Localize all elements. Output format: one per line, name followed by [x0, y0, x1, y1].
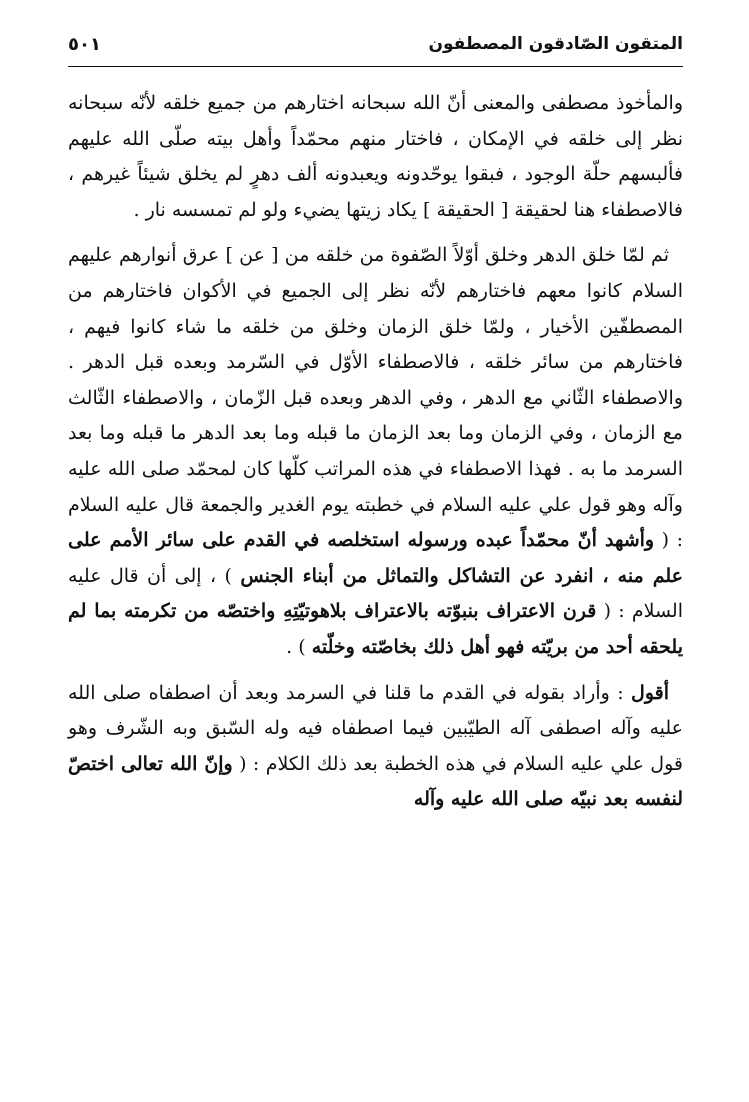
page-number: ٥٠١ — [68, 33, 101, 55]
header-rule — [68, 66, 683, 67]
running-title: المتقون الصّادقون المصطفون — [428, 34, 683, 54]
paragraph-3 — [68, 676, 683, 818]
text-segment: : وأراد بقوله في القدم ما قلنا في السرمد وبعد أن اصطفاه صلى الله عليه وآله اصطفى آله الطيّبين فيما اصطفاه فيه وله السّبق وبه الشّرف وهو قول علي عليه السلام في هذه الخطبة بعد ذلك الكلام : ( — [68, 681, 683, 775]
text-segment: ثم لمّا خلق الدهر وخلق أوّلاً الصّفوة من خلقه من [ عن ] عرق أنوارهم عليهم السلام كانوا معهم فاختارهم لأنّه نظر إلى الجميع في الأكوان فاختارهم من المصطفّين الأخيار ، ولمّا خلق الزمان وخلق من خلقه ما شاء كانوا فيهم ، فاختارهم من سائر خلقه ، فالاصطفاء الأوّل في السّرمد وبعده قبل الدهر . والاصطفاء الثّاني مع الدهر ، وفي الدهر وبعده قبل الزّمان ، والاصطفاء الثّالث مع الزمان ، وفي الزمان وما بعد الزمان ما قبله وما بعد الدهر ما قبله وما بعد السرمد ما به . فهذا الاصطفاء في هذه المراتب كلّها كان لمحمّد صلى الله عليه وآله وهو قول علي عليه السلام في خطبته يوم الغدير والجمعة قال عليه السلام : ( — [68, 244, 683, 552]
paragraph-1 — [68, 86, 683, 228]
body-text — [68, 86, 683, 1062]
quoted-sermon-bold: وأشهد أنّ محمّداً عبده ورسوله استخلصه في القدم على سائر الأمم على علم منه ، انفرد عن التشاكل والتماثل من أبناء الجنس — [68, 529, 683, 587]
quoted-sermon-bold: قرن الاعتراف بنبوّته بالاعتراف بلاهوتيّتِهِ واختصّه من تكرمته بما لم يلحقه أحد من بريّته فهو أهل ذلك بخاصّته وخلّته — [68, 600, 683, 658]
text-segment: ) . — [286, 635, 312, 658]
text-segment: والمأخوذ مصطفى والمعنى أنّ الله سبحانه اختارهم من جميع خلقه لأنّه سبحانه نظر إلى خلقه في الإمكان ، فاختار منهم محمّداً وأهل بيته صلّى الله عليهم فألبسهم حلّة الوجود ، فبقوا يوحّدونه ويعبدونه ألف دهرٍ لم يخلق شيئاً غيرهم ، فالاصطفاء هنا لحقيقة [ الحقيقة ] يكاد زيتها يضيء ولو لم تمسسه نار . — [68, 92, 683, 221]
text-segment: ) ، إلى أن قال عليه السلام : ( — [68, 564, 683, 623]
quoted-sermon-bold: وإنّ الله تعالى اختصّ لنفسه بعد نبيّه صلى الله عليه وآله — [68, 752, 683, 811]
comment-marker: أقول — [631, 681, 669, 704]
page-header — [68, 30, 683, 58]
paragraph-2 — [68, 238, 683, 665]
